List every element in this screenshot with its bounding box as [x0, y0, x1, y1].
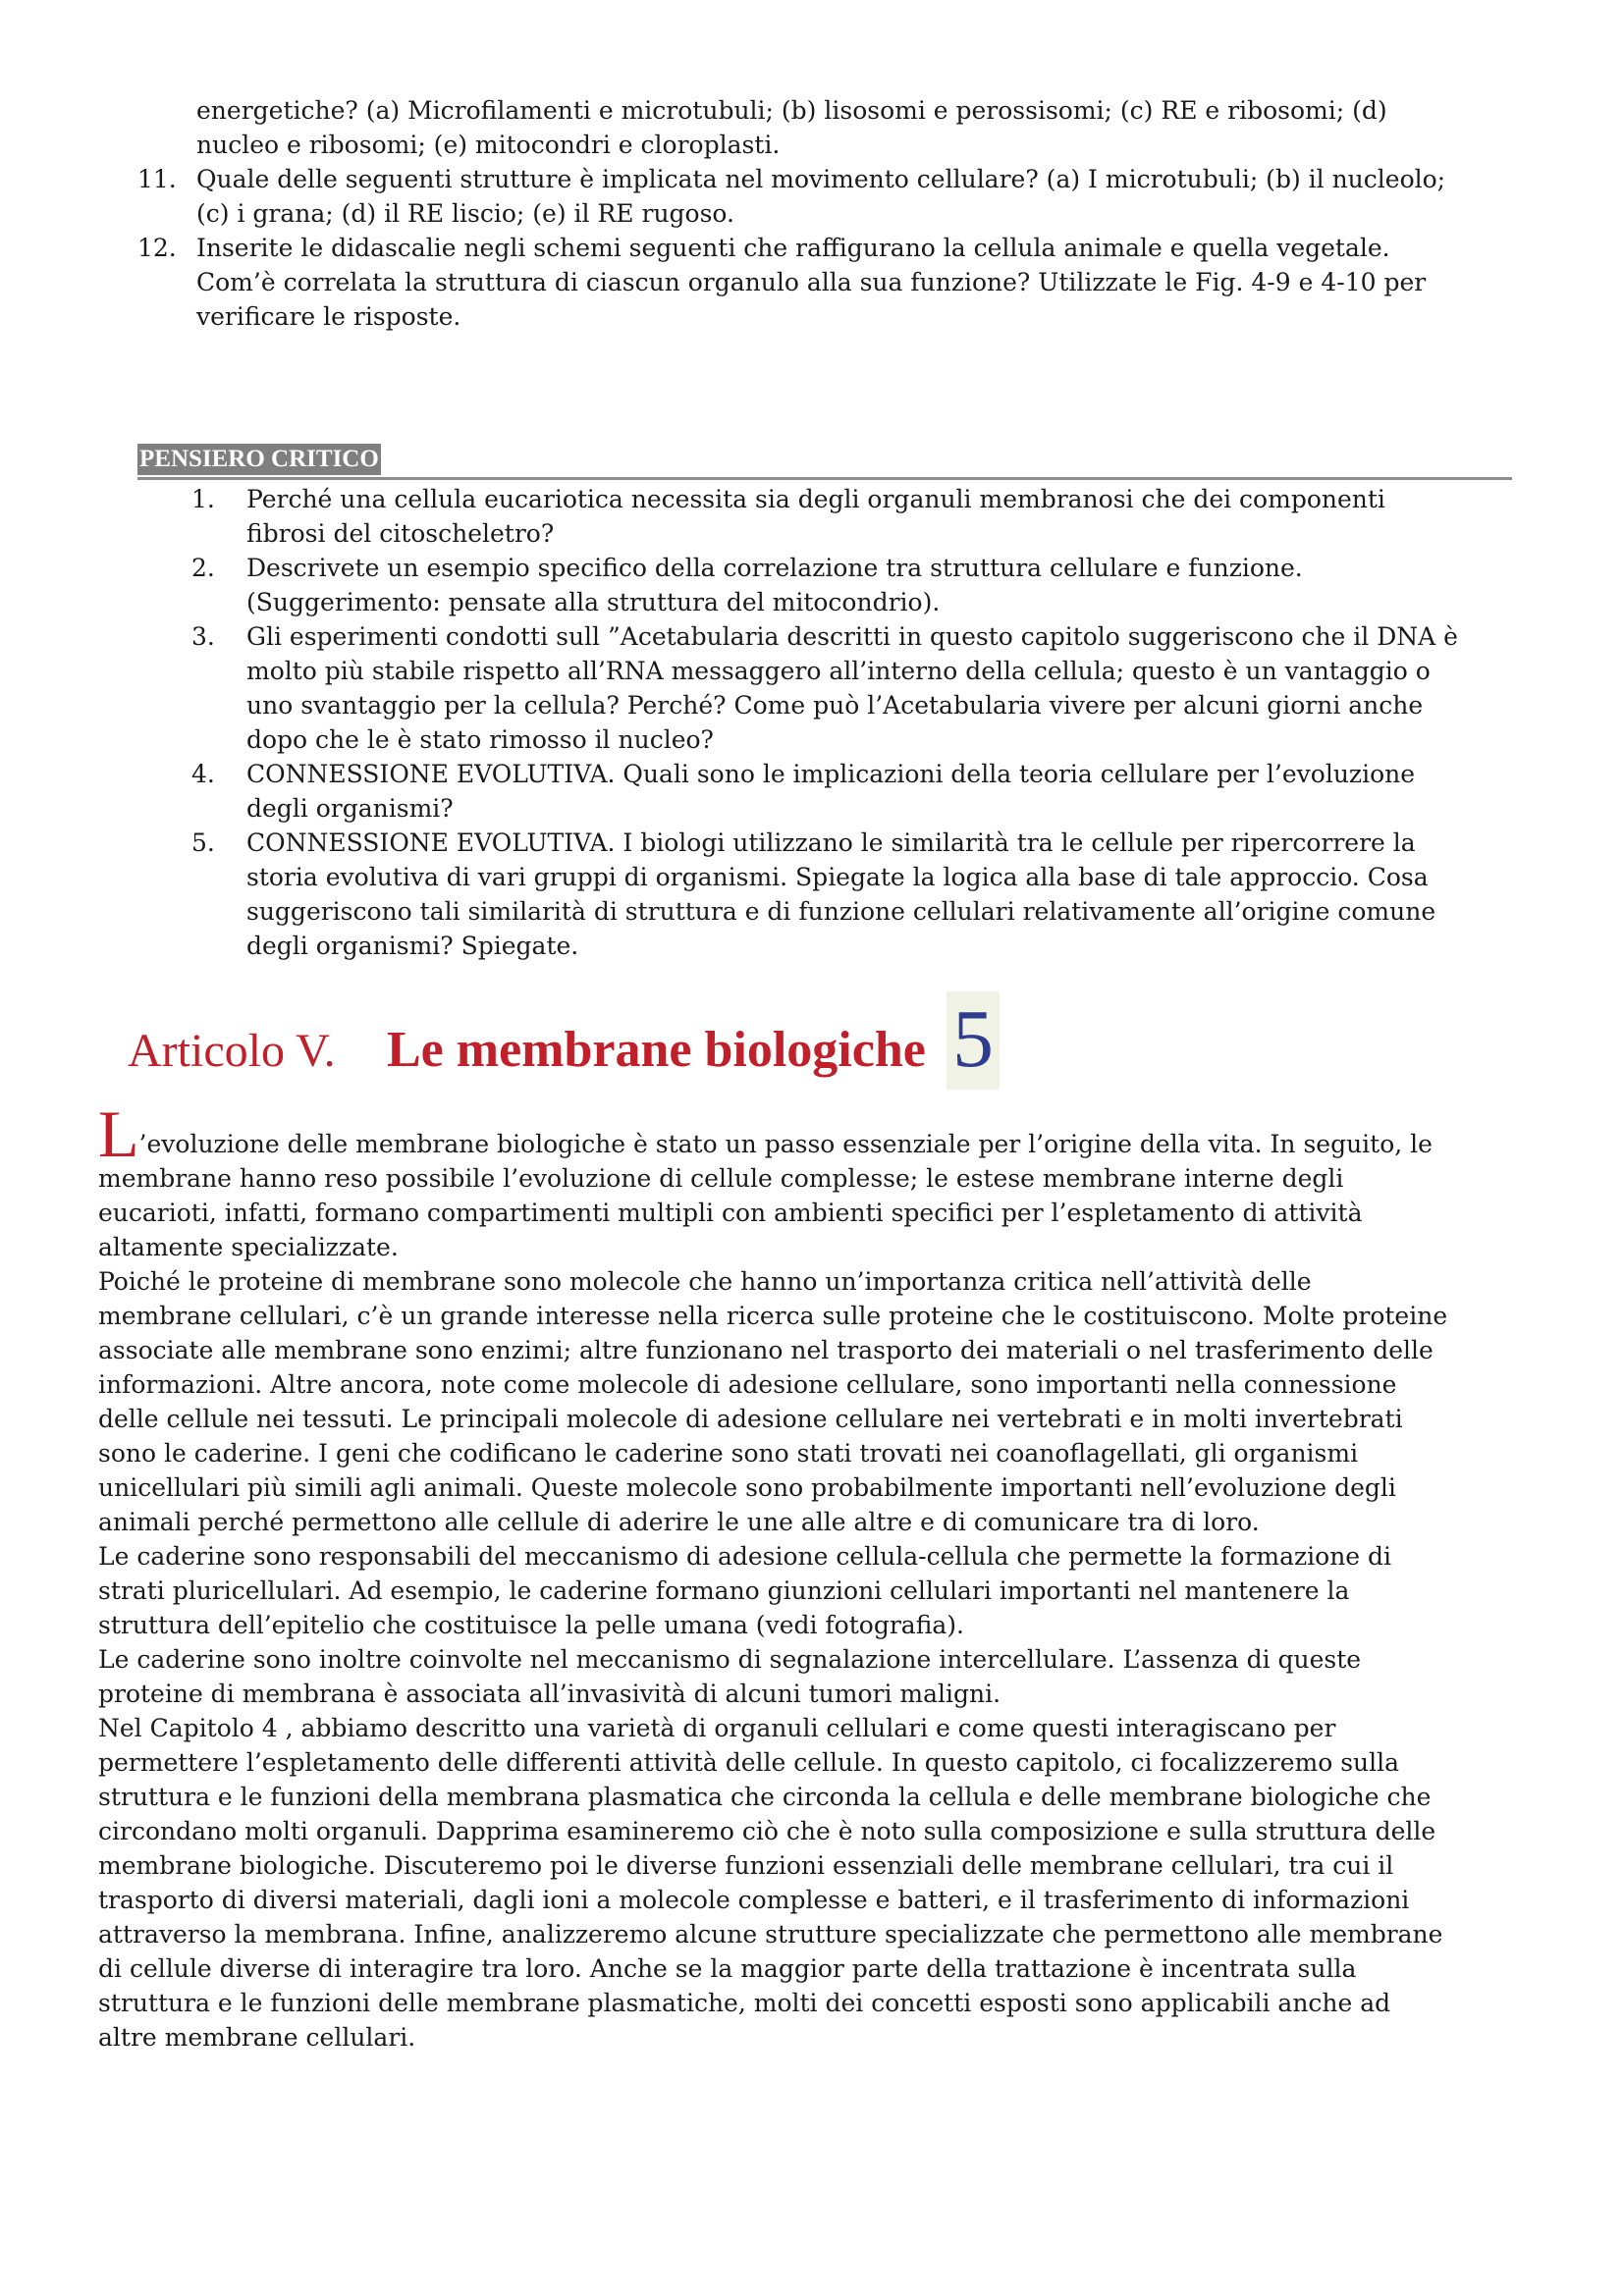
- text-line: dopo che le è stato rimosso il nucleo?: [246, 725, 714, 754]
- text-line: (c) i grana; (d) il RE liscio; (e) il RE rugoso.: [196, 199, 734, 228]
- text-line: energetiche? (a) Microfilamenti e microtubuli; (b) lisosomi e perossisomi; (c) RE e ribosomi; (d): [196, 96, 1387, 125]
- item-number: 5.: [191, 828, 215, 857]
- item-number: 2.: [191, 554, 215, 582]
- list-item: [191, 757, 1546, 826]
- article-body: [98, 1096, 1532, 2055]
- item-number: 4.: [191, 760, 215, 788]
- pensiero-critico-heading: [137, 444, 1512, 480]
- text-line: circondano molti organuli. Dapprima esamineremo ciò che è noto sulla composizione e sulla struttura delle: [98, 1817, 1436, 1845]
- list-item: [191, 482, 1546, 551]
- text-line: Descrivete un esempio specifico della correlazione tra struttura cellulare e funzione.: [246, 554, 1303, 582]
- article-label: Articolo V.: [128, 1025, 336, 1077]
- text-line: CONNESSIONE EVOLUTIVA. I biologi utilizzano le similarità tra le cellule per ripercorrere la: [246, 828, 1416, 857]
- text-line: uno svantaggio per la cellula? Perché? Come può l’Acetabularia vivere per alcuni giorni anche: [246, 691, 1424, 720]
- text-line: fibrosi del citoscheletro?: [246, 519, 555, 548]
- item-number: 3.: [191, 622, 215, 651]
- text-line: membrane cellulari, c’è un grande interesse nella ricerca sulle proteine che le costituiscono. Molte proteine: [98, 1302, 1448, 1330]
- text-line: (Suggerimento: pensate alla struttura del mitocondrio).: [246, 588, 941, 616]
- item-number: 1.: [191, 485, 215, 513]
- text-line: struttura dell’epitelio che costituisce la pelle umana (vedi fotografia).: [98, 1611, 964, 1639]
- text-line: Inserite le didascalie negli schemi seguenti che raffigurano la cellula animale e quella vegetale.: [196, 234, 1390, 262]
- text-line: permettere l’espletamento delle differenti attività delle cellule. In questo capitolo, ci focalizzeremo sulla: [98, 1748, 1400, 1777]
- text-line: Le caderine sono responsabili del meccanismo di adesione cellula-cellula che permette la formazione di: [98, 1542, 1392, 1571]
- text-line: Nel Capitolo 4 , abbiamo descritto una varietà di organuli cellulari e come questi interagiscano per: [98, 1714, 1336, 1742]
- text-line: altamente specializzate.: [98, 1233, 399, 1261]
- text-line: Perché una cellula eucariotica necessita sia degli organuli membranosi che dei componenti: [246, 485, 1385, 513]
- article-title: Le membrane biologiche: [387, 1022, 926, 1078]
- text-line: delle cellule nei tessuti. Le principali molecole di adesione cellulare nei vertebrati e in molti invertebrati: [98, 1405, 1403, 1433]
- text-line: Poiché le proteine di membrane sono molecole che hanno un’importanza critica nell’attività delle: [98, 1267, 1312, 1296]
- text-line: suggeriscono tali similarità di struttura e di funzione cellulari relativamente all’origine comune: [246, 897, 1436, 926]
- text-line: membrane biologiche. Discuteremo poi le diverse funzioni essenziali delle membrane cellulari, tra cui il: [98, 1851, 1394, 1880]
- text-line: CONNESSIONE EVOLUTIVA. Quali sono le implicazioni della teoria cellulare per l’evoluzione: [246, 760, 1416, 788]
- review-questions-continued: [137, 93, 1532, 334]
- text-line: proteine di membrana è associata all’invasività di alcuni tumori maligni.: [98, 1680, 1001, 1708]
- text-line: degli organismi? Spiegate.: [246, 932, 579, 960]
- list-item: [191, 551, 1546, 619]
- section-title: PENSIERO CRITICO: [137, 444, 381, 475]
- text-line: altre membrane cellulari.: [98, 2023, 416, 2052]
- chapter-number: 5: [947, 991, 1000, 1090]
- text-line: struttura e le funzioni delle membrane plasmatiche, molti dei concetti esposti sono applicabili anche ad: [98, 1989, 1391, 2017]
- question-number: 11.: [137, 165, 177, 193]
- text-line: strati pluricellulari. Ad esempio, le caderine formano giunzioni cellulari importanti nel mantenere la: [98, 1576, 1350, 1605]
- text-line: storia evolutiva di vari gruppi di organismi. Spiegate la logica alla base di tale approccio. Cosa: [246, 863, 1429, 891]
- pensiero-critico-list: [191, 482, 1546, 963]
- text-line: degli organismi?: [246, 794, 454, 823]
- text-line: animali perché permettono alle cellule di aderire le une alle altre e di comunicare tra di loro.: [98, 1508, 1260, 1536]
- text-line: associate alle membrane sono enzimi; altre funzionano nel trasporto dei materiali o nel trasferimento delle: [98, 1336, 1434, 1364]
- question-10-continuation: [137, 93, 1532, 162]
- list-item: [191, 619, 1546, 757]
- question-11: [137, 162, 1532, 231]
- text-line: di cellule diverse di interagire tra loro. Anche se la maggior parte della trattazione è incentrata sulla: [98, 1954, 1357, 1983]
- text-line: nucleo e ribosomi; (e) mitocondri e cloroplasti.: [196, 131, 781, 159]
- text-line: trasporto di diversi materiali, dagli ioni a molecole complesse e batteri, e il trasferimento di informazioni: [98, 1886, 1410, 1914]
- question-12: [137, 231, 1532, 334]
- text-line: Quale delle seguenti strutture è implicata nel movimento cellulare? (a) I microtubuli; (b) il nucleolo;: [196, 165, 1446, 193]
- text-line: struttura e le funzioni della membrana plasmatica che circonda la cellula e delle membrane biologiche che: [98, 1783, 1432, 1811]
- text-line: Gli esperimenti condotti sull ”Acetabularia descritti in questo capitolo suggeriscono che il DNA è: [246, 622, 1458, 651]
- text-line: sono le caderine. I geni che codificano le caderine sono stati trovati nei coanoflagellati, gli organismi: [98, 1439, 1359, 1468]
- article-heading: [128, 991, 1404, 1099]
- drop-cap: L: [98, 1096, 139, 1171]
- text-line: eucarioti, infatti, formano compartimenti multipli con ambienti specifici per l’espletamento di attività: [98, 1199, 1363, 1227]
- list-item: [191, 826, 1546, 963]
- text-line: verificare le risposte.: [196, 302, 461, 331]
- text-line: molto più stabile rispetto all’RNA messaggero all’interno della cellula; questo è un vantaggio o: [246, 657, 1431, 685]
- text-line: attraverso la membrana. Infine, analizzeremo alcune strutture specializzate che permettono alle membrane: [98, 1920, 1443, 1949]
- first-line: [98, 1096, 1532, 1171]
- text-line: ’evoluzione delle membrane biologiche è stato un passo essenziale per l’origine della vita. In seguito, le: [138, 1130, 1433, 1158]
- text-line: Com’è correlata la struttura di ciascun organulo alla sua funzione? Utilizzate le Fig. 4-9 e 4-10 per: [196, 268, 1427, 296]
- question-number: 12.: [137, 234, 177, 262]
- text-line: membrane hanno reso possibile l’evoluzione di cellule complesse; le estese membrane interne degli: [98, 1164, 1344, 1193]
- text-line: Le caderine sono inoltre coinvolte nel meccanismo di segnalazione intercellulare. L’assenza di queste: [98, 1645, 1362, 1674]
- text-line: informazioni. Altre ancora, note come molecole di adesione cellulare, sono importanti nella connessione: [98, 1370, 1397, 1399]
- text-line: unicellulari più simili agli animali. Queste molecole sono probabilmente importanti nell’evoluzione degli: [98, 1473, 1396, 1502]
